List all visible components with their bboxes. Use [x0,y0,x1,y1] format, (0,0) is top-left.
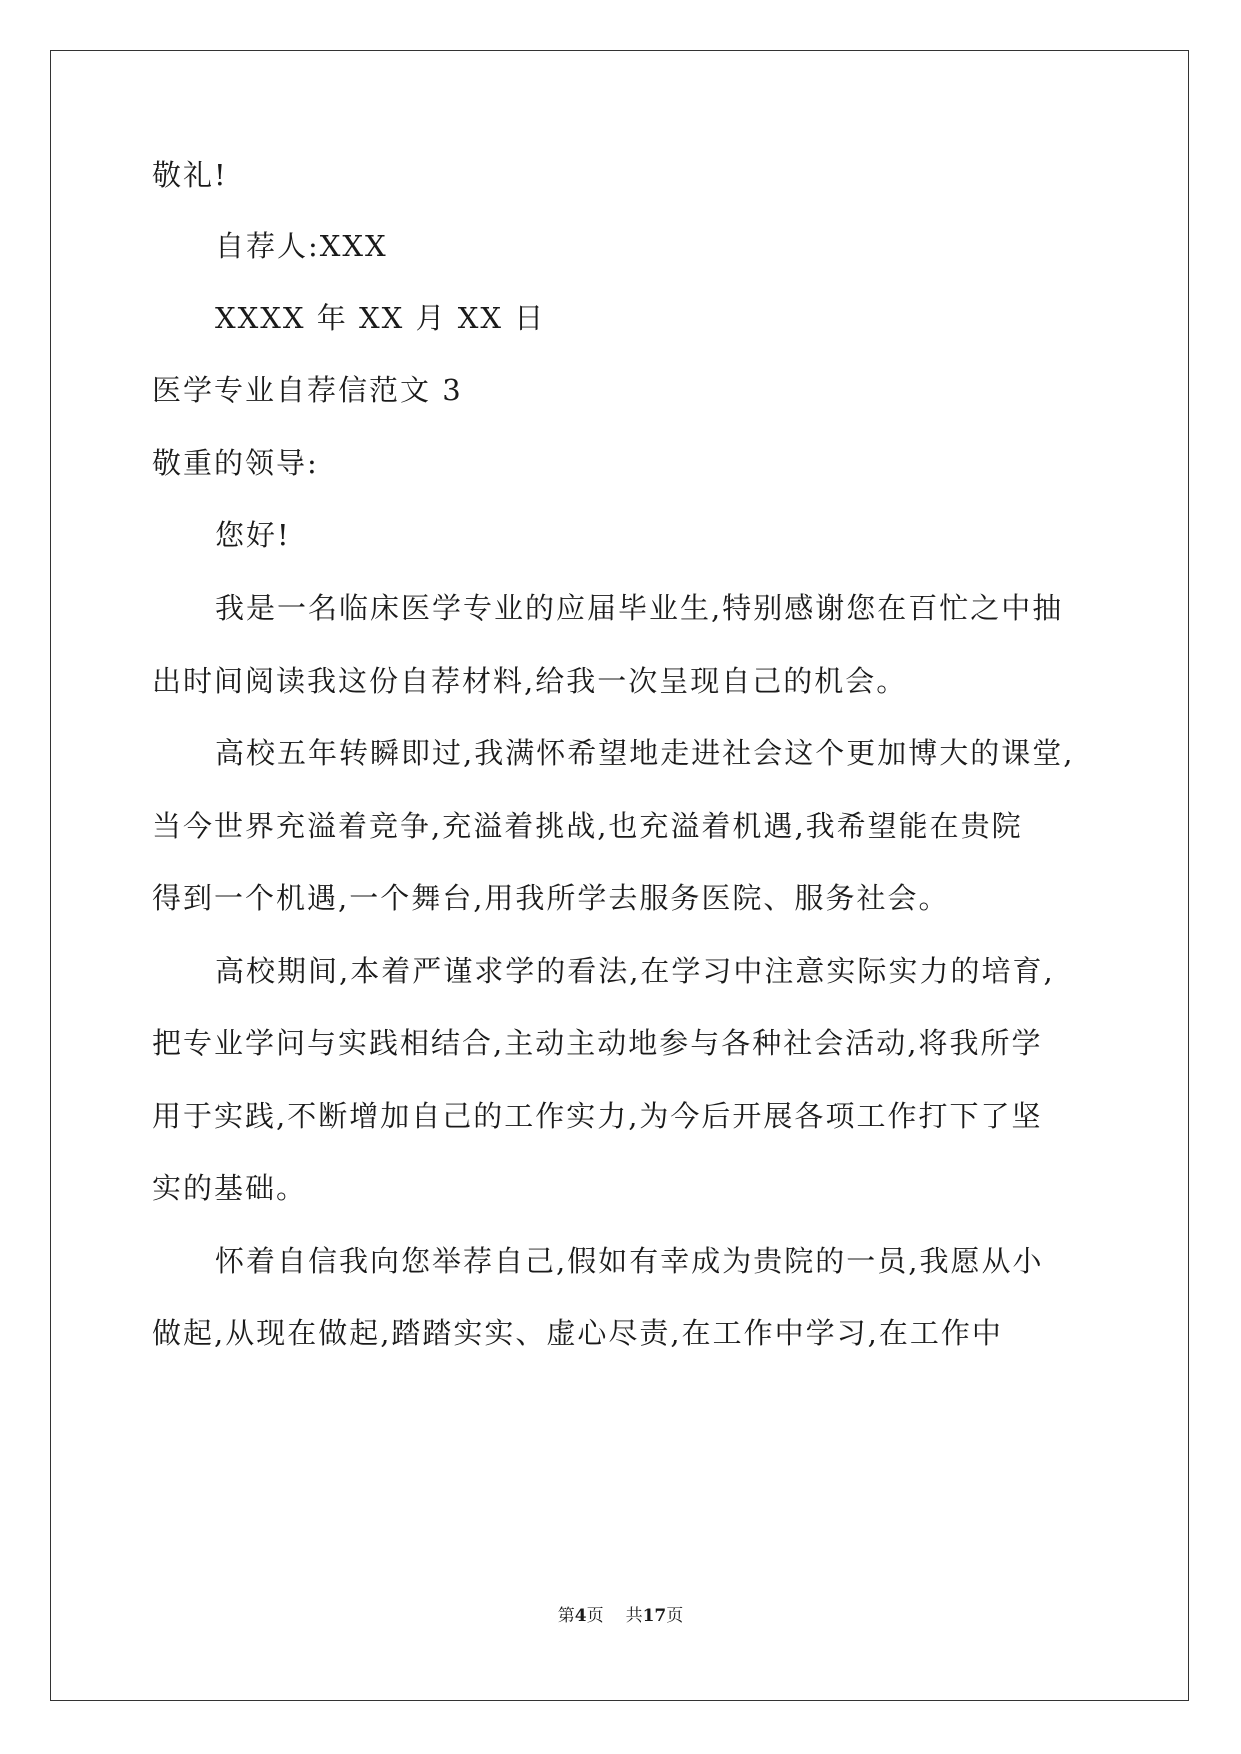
date-line: XXXX 年 XX 月 XX 日 [215,301,546,335]
body-line: 高校期间,本着严谨求学的看法,在学习中注意实际实力的培育, [215,954,1055,988]
body-line: 高校五年转瞬即过,我满怀希望地走进社会这个更加博大的课堂, [215,736,1075,770]
body-line: 做起,从现在做起,踏踏实实、虚心尽责,在工作中学习,在工作中 [152,1316,1003,1350]
body-line: 怀着自信我向您举荐自己,假如有幸成为贵院的一员,我愿从小 [215,1244,1044,1278]
page-number: 4 [574,1606,587,1626]
greeting-line: 敬重的领导: [152,446,319,480]
body-line: 把专业学问与实践相结合,主动主动地参与各种社会活动,将我所学 [152,1026,1043,1060]
section-title: 医学专业自荐信范文 3 [152,373,463,407]
closing-salutation: 敬礼! [152,158,228,192]
hello-line: 您好! [215,518,291,552]
page-suffix: 页 [586,1606,604,1626]
body-line: 当今世界充溢着竞争,充溢着挑战,也充溢着机遇,我希望能在贵院 [152,809,1023,843]
total-suffix: 页 [666,1606,684,1626]
body-line: 得到一个机遇,一个舞台,用我所学去服务医院、服务社会。 [152,881,950,915]
total-prefix: 共 [625,1606,643,1626]
body-line: 实的基础。 [152,1171,308,1205]
body-line: 出时间阅读我这份自荐材料,给我一次呈现自己的机会。 [152,664,908,698]
body-line: 我是一名临床医学专业的应届毕业生,特别感谢您在百忙之中抽 [215,591,1064,625]
signer-line: 自荐人:XXX [215,229,388,263]
body-line: 用于实践,不断增加自己的工作实力,为今后开展各项工作打下了坚 [152,1099,1043,1133]
page-prefix: 第 [557,1606,575,1626]
page-footer [0,1604,1241,1628]
total-pages: 17 [642,1606,667,1626]
